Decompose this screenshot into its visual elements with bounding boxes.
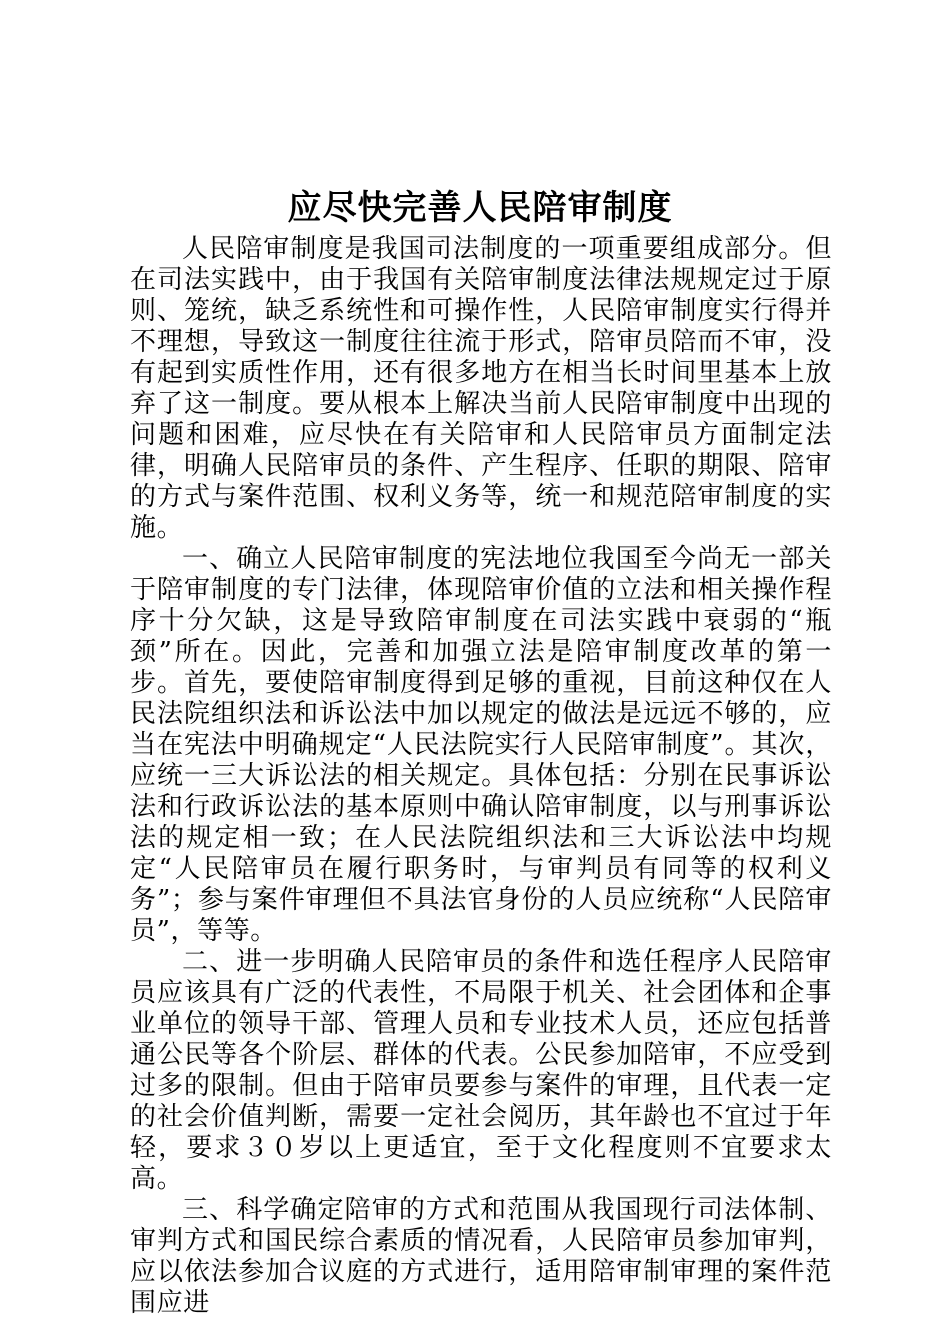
document-body <box>130 234 832 1319</box>
paragraph-intro: 人民陪审制度是我国司法制度的一项重要组成部分。但在司法实践中，由于我国有关陪审制度法律法规规定过于原则、笼统，缺乏系统性和可操作性，人民陪审制度实行得并不理想，导致这一制度往往流于形式，陪审员陪而不审，没有起到实质性作用，还有很多地方在相当长时间里基本上放弃了这一制度。要从根本上解决当前人民陪审制度中出现的问题和困难，应尽快在有关陪审和人民陪审员方面制定法律，明确人民陪审员的条件、产生程序、任职的期限、陪审的方式与案件范围、权利义务等，统一和规范陪审制度的实施。 <box>130 234 832 543</box>
paragraph-section-1: 一、确立人民陪审制度的宪法地位我国至今尚无一部关于陪审制度的专门法律，体现陪审价值的立法和相关操作程序十分欠缺，这是导致陪审制度在司法实践中衰弱的“瓶颈”所在。因此，完善和加强立法是陪审制度改革的第一步。首先，要使陪审制度得到足够的重视，目前这种仅在人民法院组织法和诉讼法中加以规定的做法是远远不够的，应当在宪法中明确规定“人民法院实行人民陪审制度”。其次，应统一三大诉讼法的相关规定。具体包括：分别在民事诉讼法和行政诉讼法的基本原则中确认陪审制度，以与刑事诉讼法的规定相一致；在人民法院组织法和三大诉讼法中均规定“人民陪审员在履行职务时，与审判员有同等的权利义务”；参与案件审理但不具法官身份的人员应统称“人民陪审员”，等等。 <box>130 544 832 946</box>
paragraph-section-3: 三、科学确定陪审的方式和范围从我国现行司法体制、审判方式和国民综合素质的情况看，人民陪审员参加审判，应以依法参加合议庭的方式进行，适用陪审制审理的案件范围应进 <box>130 1195 832 1318</box>
document-title: 应尽快完善人民陪审制度 <box>287 188 673 228</box>
paragraph-section-2: 二、进一步明确人民陪审员的条件和选任程序人民陪审员应该具有广泛的代表性，不局限于机关、社会团体和企事业单位的领导干部、管理人员和专业技术人员，还应包括普通公民等各个阶层、群体的代表。公民参加陪审，不应受到过多的限制。但由于陪审员要参与案件的审理，且代表一定的社会价值判断，需要一定社会阅历，其年龄也不宜过于年轻，要求３０岁以上更适宜，至于文化程度则不宜要求太高。 <box>130 947 832 1194</box>
